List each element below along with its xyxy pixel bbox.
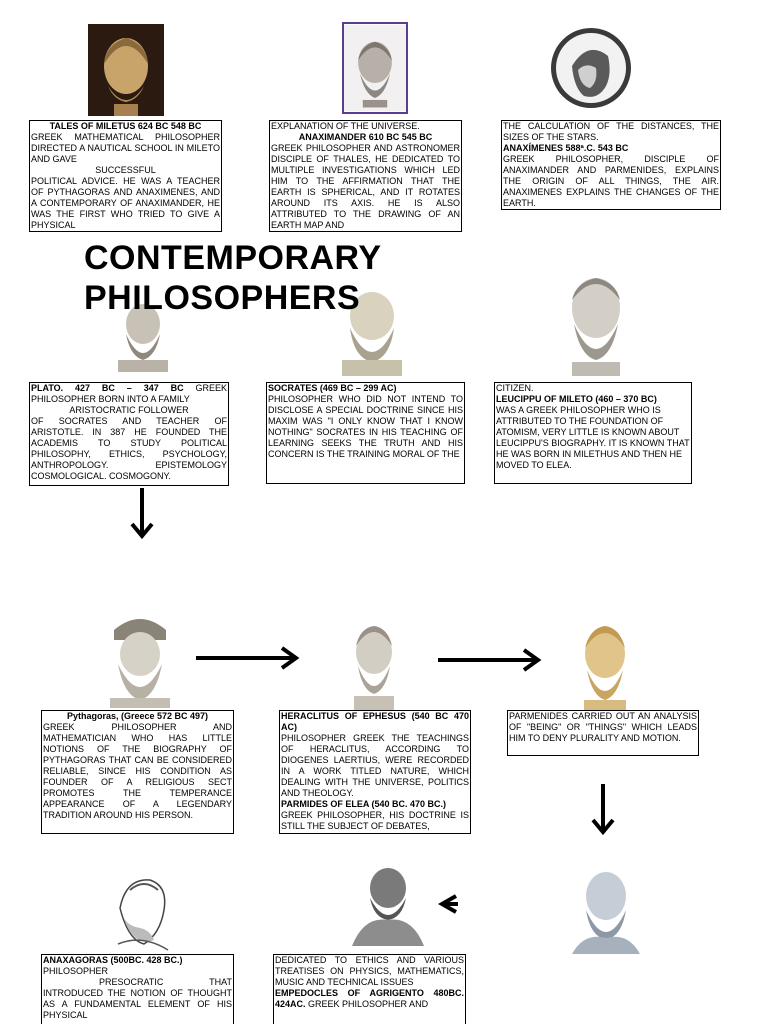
anaxagoras-body-1: PHILOSOPHER xyxy=(43,966,109,976)
heraclitus-body-2: GREEK PHILOSOPHER, HIS DOCTRINE IS STILL THE SUBJECT OF DEBATES, xyxy=(281,810,469,831)
plato-body-3: OF SOCRATES AND TEACHER OF ARISTOTLE. IN 387 HE FOUNDED THE ACADEMIS TO STUDY POLITICAL PHILOSOPHY, ETHICS, PSYCHOLOGY, ANTHROPOLOGY. EPISTEMOLOGY COSMOLOGICAL. COSMOGONY. xyxy=(31,416,227,481)
down-arrow-icon xyxy=(591,784,615,836)
anaximenes-pre: THE CALCULATION OF THE DISTANCES, THE SIZES OF THE STARS. xyxy=(503,121,719,142)
leucippus-body: WAS A GREEK PHILOSOPHER WHO IS ATTRIBUTED TO THE FOUNDATION OF ATOMISM, VERY LITTLE IS KNOWN ABOUT LEUCIPPU'S BIOGRAPHY. IT IS KNOWN THAT HE WAS BORN IN MILETHUS AND THEN HE MOVED TO ELEA. xyxy=(496,405,690,470)
anaxagoras-text-box xyxy=(41,954,234,1024)
thales-portrait xyxy=(88,24,164,116)
parmenides-text-box xyxy=(507,710,699,756)
socrates-text-box xyxy=(266,382,465,484)
philosopher-portrait xyxy=(566,862,644,954)
anaximander-portrait xyxy=(342,22,408,114)
thales-body-1: GREEK MATHEMATICAL PHILOSOPHER DIRECTED A NAUTICAL SCHOOL IN MILETO AND GAVE xyxy=(31,132,220,164)
heraclitus-text-box xyxy=(279,710,471,834)
anaximander-body: GREEK PHILOSOPHER AND ASTRONOMER DISCIPLE OF THALES, HE DEDICATED TO MULTIPLE INVESTIGATIONS WHICH LED HIM TO THE AFFIRMATION THAT THE EARTH IS SPHERICAL, AND IT ROTATES AROUND ITS AXIS. HE IS ALSO ATTRIBUTED TO THE DRAWING OF AN EARTH MAP AND xyxy=(271,143,460,230)
empedocles-portrait xyxy=(346,862,430,946)
heraclitus-portrait xyxy=(344,618,404,710)
socrates-body: PHILOSOPHER WHO DID NOT INTEND TO DISCLOSE A SPECIAL DOCTRINE SINCE HIS MAXIM WAS "I ONLY KNOW THAT I KNOW NOTHING" SOCRATES IN HIS TEACHING OF LEARNING SEEKS THE TRUTH AND HIS CONCERN IS THE TRAINING MORAL OF THE xyxy=(268,394,463,459)
anaxagoras-heading: ANAXAGORAS (500BC. 428 BC.) xyxy=(43,955,183,965)
parmenides-portrait xyxy=(572,620,638,712)
anaximenes-text-box xyxy=(501,120,721,210)
page-title-line-2: PHILOSOPHERS xyxy=(84,279,361,317)
heraclitus-body-1: PHILOSOPHER GREEK THE TEACHINGS OF HERACLITUS, ACCORDING TO DIOGENES LAERTIUS, WERE RECORDED IN A WORK TITLED NATURE, WHICH DEALING WITH THE UNIVERSE, POLITICS AND THEOLOGY. xyxy=(281,733,469,798)
anaximenes-portrait xyxy=(550,26,632,110)
parmides-heading: PARMIDES OF ELEA (540 BC. 470 BC.) xyxy=(281,799,447,809)
anaximander-pre: EXPLANATION OF THE UNIVERSE. xyxy=(271,121,420,131)
anaxagoras-body-2: PRESOCRATIC THAT INTRODUCED THE NOTION OF THOUGHT AS A FUNDAMENTAL ELEMENT OF HIS PHYSICAL xyxy=(43,977,232,1020)
down-arrow-icon xyxy=(130,488,154,540)
thales-text-box xyxy=(29,120,222,232)
right-arrow-icon xyxy=(438,648,542,672)
anaximenes-heading: ANAXÍMENES 588ª.C. 543 BC xyxy=(503,143,629,153)
pythagoras-portrait xyxy=(100,610,180,708)
left-arrow-icon xyxy=(436,892,460,916)
socrates-heading: SOCRATES (469 BC – 299 AC) xyxy=(268,383,397,393)
anaximander-heading: ANAXIMANDER 610 BC 545 BC xyxy=(298,132,433,142)
empedocles-heading: EMPEDOCLES OF AGRIGENTO 480BC. 424AC. xyxy=(275,988,464,1009)
thales-body-3: POLITICAL ADVICE. HE WAS A TEACHER OF PYTHAGORAS AND ANAXIMENES, AND A CONTEMPORARY OF ANAXIMANDER, HE WAS THE FIRST WHO TRIED TO GIVE A PHYSICAL xyxy=(31,176,220,230)
page-title xyxy=(84,238,382,318)
leucippus-portrait xyxy=(558,270,634,376)
pythagoras-body: GREEK PHILOSOPHER AND MATHEMATICIAN WHO HAS LITTLE NOTIONS OF THE BIOGRAPHY OF PYTHAGORAS THAT CAN BE CONSIDERED RELIABLE, SINCE HIS CONDITION AS FOUNDER OF A RELIGIOUS SECT PROMOTES THE TEMPERANCE APPEARANCE OF A LEGENDARY TRADITION AROUND HIS PERSON. xyxy=(43,722,232,820)
anaximenes-body: GREEK PHILOSOPHER, DISCIPLE OF ANAXIMANDER AND PARMENIDES, EXPLAINS THE ORIGIN OF ALL THINGS, THE AIR. ANAXIMENES EXPLAINS THE CHANGES OF THE EARTH. xyxy=(503,154,719,208)
empedocles-pre: DEDICATED TO ETHICS AND VARIOUS TREATISES ON PHYSICS, MATHEMATICS, MUSIC AND TECHNICAL ISSUES xyxy=(275,955,464,987)
thales-body-2: SUCCESSFUL xyxy=(95,165,156,175)
plato-body-1: GREEK PHILOSOPHER BORN INTO A FAMILY xyxy=(31,383,227,404)
parmenides-body: PARMENIDES CARRIED OUT AN ANALYSIS OF "BEING" OR "THINGS" WHICH LEADS HIM TO DENY PLURALITY AND MOTION. xyxy=(509,711,697,743)
anaximander-text-box xyxy=(269,120,462,232)
leucippus-pre: CITIZEN. xyxy=(496,383,534,393)
anaxagoras-portrait xyxy=(110,874,174,952)
pythagoras-heading: Pythagoras, (Greece 572 BC 497) xyxy=(66,711,209,721)
pythagoras-text-box xyxy=(41,710,234,834)
plato-text-box xyxy=(29,382,229,486)
leucippus-text-box xyxy=(494,382,692,484)
thales-heading: TALES OF MILETUS 624 BC 548 BC xyxy=(49,121,202,131)
leucippus-heading: LEUCIPPU OF MILETO (460 – 370 BC) xyxy=(496,394,657,404)
empedocles-text-box xyxy=(273,954,466,1024)
page-title-line-1: CONTEMPORARY xyxy=(84,239,382,277)
right-arrow-icon xyxy=(196,646,300,670)
heraclitus-heading: HERACLITUS OF EPHESUS (540 BC 470 AC) xyxy=(281,711,469,732)
plato-heading: PLATO. 427 BC – 347 BC xyxy=(31,383,184,393)
empedocles-body: GREEK PHILOSOPHER AND xyxy=(308,999,429,1009)
plato-body-2: ARISTOCRATIC FOLLOWER xyxy=(69,405,189,415)
